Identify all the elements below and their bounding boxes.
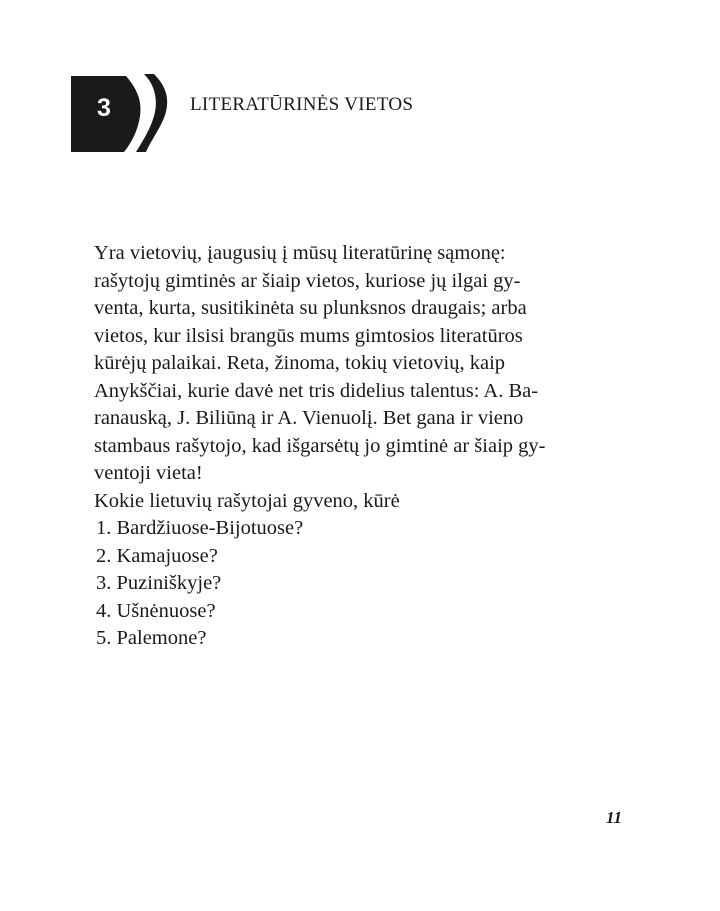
question-intro: Kokie lietuvių rašytojai gyveno, kūrė <box>94 489 400 512</box>
paragraph-line: vietos, kur ilsisi brangūs mums gimtosios literatūros <box>94 324 523 347</box>
paragraph-line: rašytojų gimtinės ar šiaip vietos, kuriose jų ilgai gy- <box>94 269 521 292</box>
paragraph-line: ranauską, J. Biliūną ir A. Vienuolį. Bet gana ir vieno <box>94 407 524 429</box>
question-item: 2. Kamajuose? <box>96 544 218 567</box>
chapter-badge <box>68 72 168 154</box>
chapter-title: LITERATŪRINĖS VIETOS <box>190 94 414 115</box>
question-item: 4. Ušnėnuose? <box>96 599 216 622</box>
question-item: 1. Bardžiuose-Bijotuose? <box>96 517 304 539</box>
intro-paragraph <box>94 240 626 488</box>
chapter-number: 3 <box>97 94 111 122</box>
question-list <box>94 515 626 653</box>
question-item: 3. Puziniškyje? <box>96 572 222 594</box>
paragraph-line: kūrėjų palaikai. Reta, žinoma, tokių vietovių, kaip <box>94 352 506 374</box>
body-text <box>94 240 626 653</box>
page-number: 11 <box>606 808 623 827</box>
paragraph-line: Yra vietovių, įaugusių į mūsų literatūrinę sąmonę: <box>94 242 506 264</box>
paragraph-line: venta, kurta, susitikinėta su plunksnos draugais; arba <box>94 297 527 319</box>
paragraph-line: Anykščiai, kurie davė net tris didelius talentus: A. Ba- <box>94 379 539 402</box>
question-item: 5. Palemone? <box>96 627 207 649</box>
paragraph-line: ventoji vieta! <box>94 462 203 484</box>
paragraph-line: stambaus rašytojo, kad išgarsėtų jo gimtinė ar šiaip gy- <box>94 434 546 457</box>
